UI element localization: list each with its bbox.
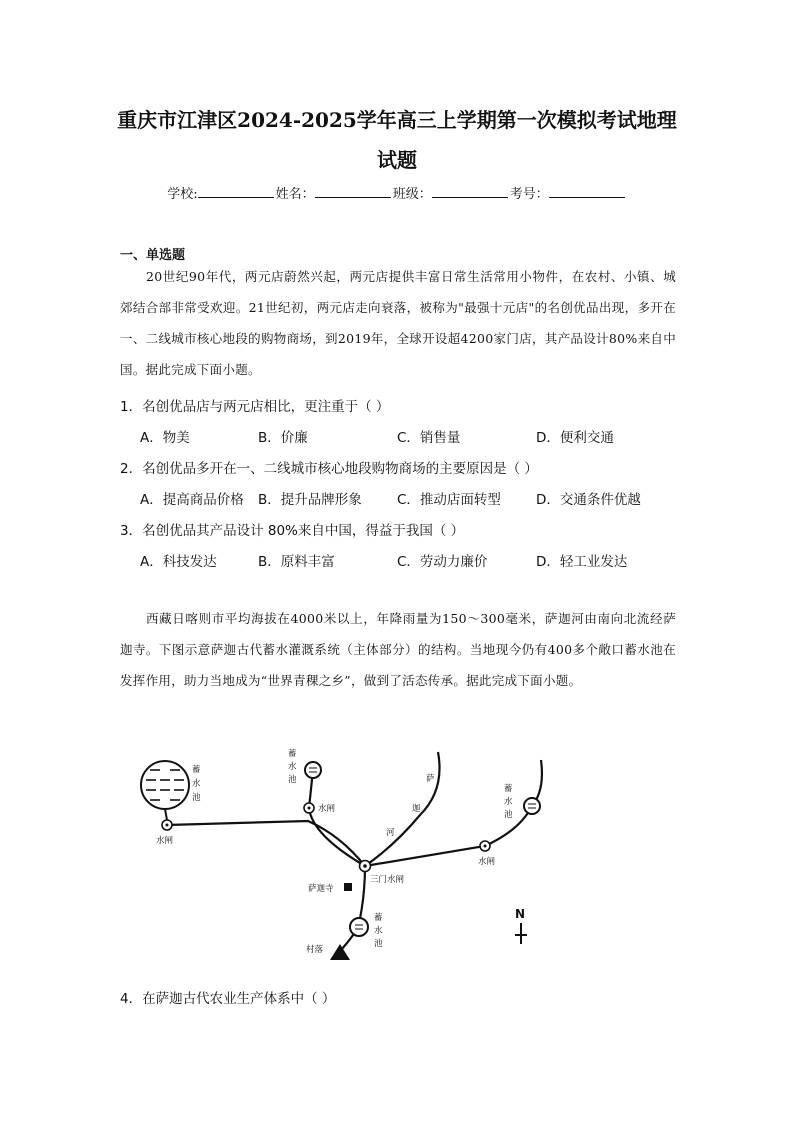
channel-west (167, 821, 365, 866)
q2-option-a[interactable]: A．提高商品价格 (140, 492, 244, 508)
q2-option-d[interactable]: D．交通条件优越 (536, 492, 641, 508)
class-label: 班级： (392, 187, 432, 202)
temple-label: 萨迦寺 (308, 884, 334, 894)
pool-west (141, 761, 189, 809)
q1-option-b[interactable]: B．价廉 (258, 430, 308, 446)
question-4-stem: 4．在萨迦古代农业生产体系中（ ） (120, 991, 336, 1007)
pool-east-label-2: 水 (504, 797, 513, 807)
question-3-stem: 3．名创优品其产品设计 80%来自中国，得益于我国（ ） (120, 523, 465, 539)
pool-west-label-3: 池 (192, 793, 201, 803)
temple-marker (344, 883, 352, 891)
pool-west-label-2: 水 (192, 779, 201, 789)
q3-option-d[interactable]: D．轻工业发达 (536, 554, 628, 570)
number-label: 考号： (509, 187, 549, 202)
q2-option-b[interactable]: B．提升品牌形象 (258, 492, 362, 508)
three-gate-label: 三门水闸 (370, 875, 405, 885)
sluice-upper-marker (304, 803, 314, 813)
pool-west-label-1: 蓄 (192, 765, 201, 775)
passage-1: 20世纪90年代，两元店蔚然兴起，两元店提供丰富日常生活常用小物件，在农村、小镇、城郊结合部非常受欢迎。21世纪初，两元店走向衰落，被称为"最强十元店"的名创优品出现，多开在一、二线城市核心地段的购物商场，到2019年，全球开设超4200家门店，其产品设计80%来自中国。据此完成下面小题。 (120, 269, 676, 377)
river-label-3: 河 (386, 828, 395, 838)
north-arrow (515, 923, 527, 944)
sluice-west-label: 水闸 (156, 836, 174, 846)
q1-option-a[interactable]: A．物美 (140, 430, 190, 446)
doc-title-line2: 试题 (377, 148, 417, 172)
pool-east (524, 798, 540, 814)
question-2-stem: 2．名创优品多开在一、二线城市核心地段购物商场的主要原因是（ ） (120, 461, 538, 477)
pool-east-label-1: 蓄 (504, 784, 513, 794)
pool-east-label-3: 池 (504, 810, 513, 820)
village-label: 村落 (306, 945, 324, 955)
sluice-east-marker (480, 841, 490, 851)
sluice-upper-label: 水闸 (318, 804, 336, 814)
passage-2: 西藏日喀则市平均海拔在4000米以上，年降雨量为150～300毫米，萨迦河由南向北流经萨迦寺。下图示意萨迦古代蓄水灌溉系统（主体部分）的结构。当地现今仍有400多个敞口蓄水池在发挥作用，助力当地成为“世界青稞之乡”，做到了活态传承。据此完成下面小题。 (120, 611, 676, 688)
name-label: 姓名： (275, 187, 315, 202)
pool-north-label-2: 水 (288, 762, 297, 772)
q1-option-d[interactable]: D．便利交通 (536, 430, 614, 446)
pool-south-label-3: 池 (374, 939, 383, 949)
sluice-west-marker (162, 820, 172, 830)
school-label: 学校: (167, 187, 198, 202)
q3-option-a[interactable]: A．科技发达 (140, 554, 217, 570)
q1-option-c[interactable]: C．销售量 (397, 430, 461, 446)
river-label-1: 萨 (426, 774, 435, 784)
q2-option-c[interactable]: C．推动店面转型 (397, 492, 501, 508)
north-label: N (515, 907, 526, 921)
pool-north-label-3: 池 (288, 775, 297, 785)
three-gate-sluice-marker (360, 861, 371, 872)
pool-south-label-2: 水 (374, 926, 383, 936)
doc-title-line1: 重庆市江津区2024-2025学年高三上学期第一次模拟考试地理 (117, 108, 677, 132)
pool-south-label-1: 蓄 (374, 913, 383, 923)
pool-north-label-1: 蓄 (288, 749, 297, 759)
question-1-stem: 1．名创优品店与两元店相比，更注重于（ ） (120, 399, 390, 415)
village-marker (330, 944, 350, 960)
pool-south (350, 918, 368, 936)
q3-option-b[interactable]: B．原料丰富 (258, 554, 335, 570)
pool-north (305, 762, 321, 778)
river-label-2: 迦 (412, 804, 421, 814)
sakya-river (365, 752, 440, 866)
sluice-east-label: 水闸 (478, 857, 496, 867)
section-heading: 一、单选题 (120, 248, 186, 263)
q3-option-c[interactable]: C．劳动力廉价 (397, 554, 488, 570)
